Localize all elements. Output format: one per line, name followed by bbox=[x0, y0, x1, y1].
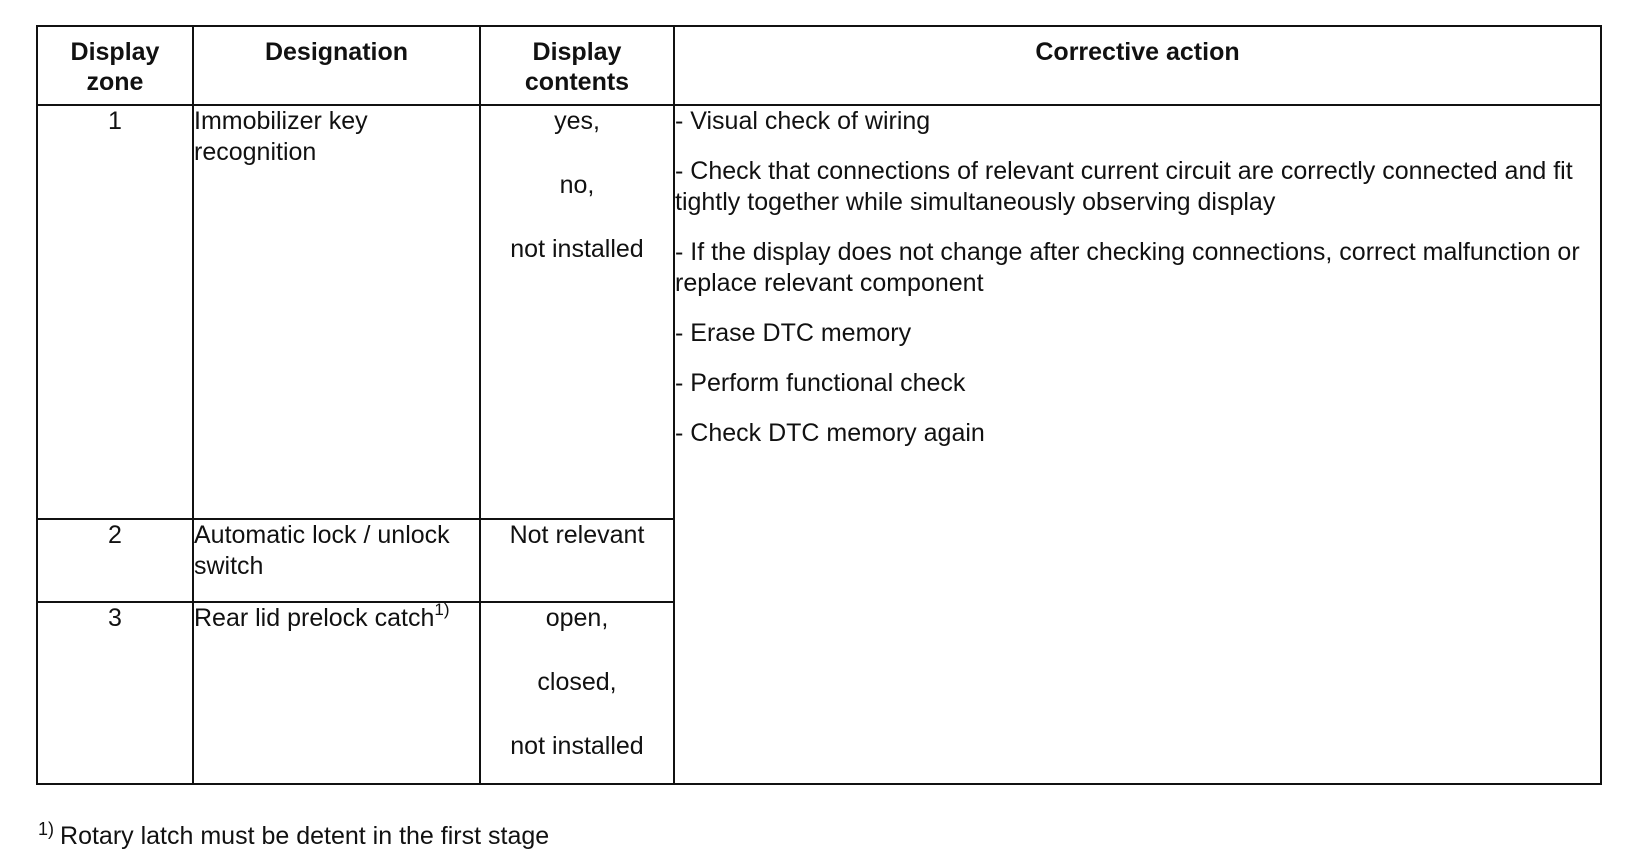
footnote bbox=[38, 818, 550, 851]
contents-value: not installed bbox=[510, 732, 644, 760]
header-display-zone: Display zone bbox=[37, 26, 193, 105]
header-display-contents: Display contents bbox=[480, 26, 674, 105]
table-row bbox=[37, 105, 1601, 519]
action-item: - Visual check of wiring bbox=[675, 107, 931, 135]
action-item: - Check DTC memory again bbox=[675, 419, 985, 447]
action-item: - Perform functional check bbox=[675, 369, 966, 397]
action-item: - If the display does not change after checking connections, correct malfunction or replace relevant component bbox=[675, 238, 1580, 297]
header-corrective-action: Corrective action bbox=[674, 26, 1601, 105]
contents-value: closed, bbox=[537, 668, 617, 696]
contents-value: Not relevant bbox=[509, 521, 645, 549]
contents-value: no, bbox=[559, 171, 595, 199]
header-designation: Designation bbox=[193, 26, 480, 105]
action-item: - Check that connections of relevant current circuit are correctly connected and fit tightly together while simultaneously observing display bbox=[675, 157, 1573, 216]
zone-cell: 2 bbox=[37, 519, 193, 602]
action-item: - Erase DTC memory bbox=[675, 319, 912, 347]
designation-cell: Automatic lock / unlock switch bbox=[193, 519, 480, 602]
contents-cell bbox=[480, 519, 674, 602]
display-zone-table bbox=[36, 25, 1602, 785]
corrective-action-cell bbox=[674, 105, 1601, 784]
contents-value: open, bbox=[545, 604, 609, 632]
zone-cell: 1 bbox=[37, 105, 193, 519]
designation-text: Rear lid prelock catch bbox=[194, 604, 435, 632]
designation-cell: Immobilizer key recognition bbox=[193, 105, 480, 519]
footnote-reference: 1) bbox=[434, 599, 450, 619]
contents-cell bbox=[480, 105, 674, 519]
contents-value: not installed bbox=[510, 235, 644, 263]
footnote-text: Rotary latch must be detent in the first stage bbox=[60, 822, 550, 850]
contents-value: yes, bbox=[554, 107, 600, 135]
table-header-row bbox=[37, 26, 1601, 105]
footnote-marker: 1) bbox=[38, 818, 55, 839]
designation-cell bbox=[193, 599, 480, 784]
zone-cell: 3 bbox=[37, 602, 193, 784]
contents-cell bbox=[480, 602, 674, 784]
